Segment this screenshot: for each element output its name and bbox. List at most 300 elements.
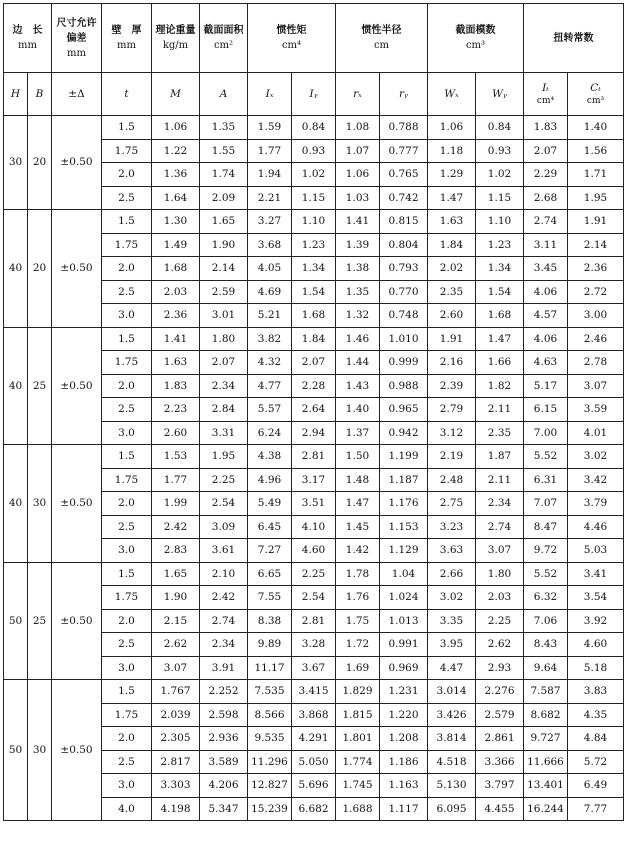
cell-Wx: 1.18 <box>428 139 476 163</box>
cell-M: 1.30 <box>152 210 200 234</box>
cell-A: 2.07 <box>200 351 248 375</box>
cell-M: 2.305 <box>152 727 200 751</box>
cell-Ix: 1.77 <box>248 139 292 163</box>
cell-It: 4.06 <box>524 280 568 304</box>
cell-rx: 1.43 <box>336 374 380 398</box>
side-length-unit: mm <box>18 40 37 51</box>
cell-ry: 1.013 <box>380 609 428 633</box>
symbol-rx: rₓ <box>336 73 380 116</box>
cell-Ix: 2.21 <box>248 186 292 210</box>
cell-It: 13.401 <box>524 774 568 798</box>
cell-A: 2.42 <box>200 586 248 610</box>
cell-rx: 1.39 <box>336 233 380 257</box>
cell-Wx: 5.130 <box>428 774 476 798</box>
cell-It: 9.727 <box>524 727 568 751</box>
cell-Ct: 1.40 <box>568 116 624 140</box>
cell-A: 1.80 <box>200 327 248 351</box>
symbol-Ct: Cₜ <box>590 81 601 94</box>
cell-ry: 0.788 <box>380 116 428 140</box>
cell-Ct: 3.41 <box>568 562 624 586</box>
cell-Ct: 4.46 <box>568 515 624 539</box>
radius-of-gyration-unit: cm <box>373 40 390 51</box>
cell-ry: 0.815 <box>380 210 428 234</box>
cell-It: 7.06 <box>524 609 568 633</box>
cell-rx: 1.08 <box>336 116 380 140</box>
cell-Iy: 2.28 <box>292 374 336 398</box>
cell-ry: 1.186 <box>380 750 428 774</box>
cell-rx: 1.50 <box>336 445 380 469</box>
cell-t: 1.5 <box>102 210 152 234</box>
symbol-It-unit: cm⁴ <box>536 96 555 107</box>
symbol-Iy: Iᵧ <box>292 73 336 116</box>
cell-tolerance: ±0.50 <box>52 327 102 445</box>
symbol-t: t <box>102 73 152 116</box>
cell-Iy: 4.291 <box>292 727 336 751</box>
cell-Wx: 1.84 <box>428 233 476 257</box>
cell-rx: 1.688 <box>336 797 380 821</box>
cell-t: 4.0 <box>102 797 152 821</box>
cell-M: 3.07 <box>152 656 200 680</box>
cell-Iy: 3.868 <box>292 703 336 727</box>
cell-t: 1.5 <box>102 116 152 140</box>
cell-Ct: 7.77 <box>568 797 624 821</box>
tolerance-label: 尺寸允许偏差 <box>56 17 97 44</box>
cell-Wy: 3.07 <box>476 539 524 563</box>
cell-It: 2.74 <box>524 210 568 234</box>
cell-H: 30 <box>4 116 28 210</box>
cell-t: 3.0 <box>102 774 152 798</box>
cell-B: 30 <box>28 680 52 821</box>
symbol-It-cell <box>524 73 568 116</box>
cell-Ct: 3.79 <box>568 492 624 516</box>
cell-ry: 1.153 <box>380 515 428 539</box>
cell-A: 5.347 <box>200 797 248 821</box>
cell-Wx: 3.23 <box>428 515 476 539</box>
cell-A: 3.09 <box>200 515 248 539</box>
section-modulus-unit: cm³ <box>465 40 486 51</box>
cell-t: 2.5 <box>102 280 152 304</box>
moment-of-inertia-header <box>248 4 336 73</box>
wall-thickness-header <box>102 4 152 73</box>
cell-A: 2.59 <box>200 280 248 304</box>
cell-Wx: 2.66 <box>428 562 476 586</box>
cell-tolerance: ±0.50 <box>52 445 102 563</box>
cell-It: 9.72 <box>524 539 568 563</box>
cell-A: 2.34 <box>200 633 248 657</box>
cell-A: 1.74 <box>200 163 248 187</box>
cell-rx: 1.78 <box>336 562 380 586</box>
cell-It: 8.43 <box>524 633 568 657</box>
theoretical-weight-unit: kg/m <box>162 40 189 51</box>
cell-ry: 0.770 <box>380 280 428 304</box>
cell-rx: 1.72 <box>336 633 380 657</box>
cell-Ct: 4.35 <box>568 703 624 727</box>
cell-t: 1.75 <box>102 586 152 610</box>
theoretical-weight-label: 理论重量 <box>155 25 196 36</box>
cell-Ct: 3.54 <box>568 586 624 610</box>
table-row <box>4 445 624 469</box>
cell-Ix: 8.566 <box>248 703 292 727</box>
cell-Wy: 0.93 <box>476 139 524 163</box>
cell-M: 2.83 <box>152 539 200 563</box>
cell-Wy: 2.62 <box>476 633 524 657</box>
cell-A: 1.35 <box>200 116 248 140</box>
symbol-M: M <box>152 73 200 116</box>
cell-t: 2.5 <box>102 186 152 210</box>
cell-ry: 1.199 <box>380 445 428 469</box>
cell-Iy: 2.54 <box>292 586 336 610</box>
cell-M: 1.49 <box>152 233 200 257</box>
cell-ry: 0.748 <box>380 304 428 328</box>
cell-Wy: 2.861 <box>476 727 524 751</box>
cell-A: 1.55 <box>200 139 248 163</box>
cell-It: 3.11 <box>524 233 568 257</box>
cell-Ix: 4.69 <box>248 280 292 304</box>
cell-Wy: 1.15 <box>476 186 524 210</box>
cell-B: 30 <box>28 445 52 563</box>
cell-M: 1.77 <box>152 468 200 492</box>
cell-A: 2.598 <box>200 703 248 727</box>
cell-Ix: 9.535 <box>248 727 292 751</box>
cell-Iy: 1.23 <box>292 233 336 257</box>
wall-thickness-label: 壁 厚 <box>111 25 142 36</box>
cell-It: 6.31 <box>524 468 568 492</box>
cell-Iy: 1.10 <box>292 210 336 234</box>
cell-Ix: 12.827 <box>248 774 292 798</box>
cell-t: 1.75 <box>102 468 152 492</box>
cell-M: 3.303 <box>152 774 200 798</box>
cell-t: 2.5 <box>102 750 152 774</box>
cell-Iy: 2.94 <box>292 421 336 445</box>
cell-Wy: 2.35 <box>476 421 524 445</box>
cell-Wy: 1.54 <box>476 280 524 304</box>
tolerance-header <box>52 4 102 73</box>
cell-Ct: 3.00 <box>568 304 624 328</box>
cell-M: 2.42 <box>152 515 200 539</box>
cell-Ix: 5.57 <box>248 398 292 422</box>
cell-A: 1.90 <box>200 233 248 257</box>
cell-Wy: 1.82 <box>476 374 524 398</box>
cell-Iy: 2.64 <box>292 398 336 422</box>
cell-Ix: 4.96 <box>248 468 292 492</box>
cell-Wy: 2.25 <box>476 609 524 633</box>
cell-It: 7.07 <box>524 492 568 516</box>
cell-Wy: 2.03 <box>476 586 524 610</box>
cell-Wx: 2.19 <box>428 445 476 469</box>
cell-rx: 1.48 <box>336 468 380 492</box>
radius-of-gyration-header <box>336 4 428 73</box>
cell-ry: 1.024 <box>380 586 428 610</box>
cell-M: 2.60 <box>152 421 200 445</box>
table-header <box>4 4 624 116</box>
cell-ry: 1.231 <box>380 680 428 704</box>
cell-Ix: 9.89 <box>248 633 292 657</box>
cell-t: 3.0 <box>102 304 152 328</box>
cell-Ct: 3.83 <box>568 680 624 704</box>
symbol-H: H <box>4 73 28 116</box>
cell-Wy: 1.80 <box>476 562 524 586</box>
cell-Ct: 5.72 <box>568 750 624 774</box>
cell-tolerance: ±0.50 <box>52 680 102 821</box>
cell-Ix: 5.49 <box>248 492 292 516</box>
side-length-header <box>4 4 52 73</box>
cell-Wx: 1.06 <box>428 116 476 140</box>
cell-M: 2.23 <box>152 398 200 422</box>
cell-Wx: 2.48 <box>428 468 476 492</box>
cell-t: 2.0 <box>102 163 152 187</box>
cell-Iy: 2.07 <box>292 351 336 375</box>
cell-It: 7.00 <box>524 421 568 445</box>
cell-Wx: 4.47 <box>428 656 476 680</box>
symbol-B: B <box>28 73 52 116</box>
cell-t: 2.0 <box>102 492 152 516</box>
cell-H: 50 <box>4 562 28 680</box>
cell-A: 3.61 <box>200 539 248 563</box>
cell-It: 8.682 <box>524 703 568 727</box>
table-row <box>4 210 624 234</box>
cell-Iy: 1.68 <box>292 304 336 328</box>
cell-Wx: 3.814 <box>428 727 476 751</box>
cell-M: 1.90 <box>152 586 200 610</box>
cell-Ct: 2.36 <box>568 257 624 281</box>
cell-t: 3.0 <box>102 539 152 563</box>
cell-rx: 1.815 <box>336 703 380 727</box>
cell-Wy: 3.366 <box>476 750 524 774</box>
cell-Wx: 3.95 <box>428 633 476 657</box>
cell-Wx: 3.014 <box>428 680 476 704</box>
cell-Iy: 3.415 <box>292 680 336 704</box>
cell-Ct: 2.72 <box>568 280 624 304</box>
cell-Wx: 3.02 <box>428 586 476 610</box>
cell-Wy: 2.276 <box>476 680 524 704</box>
cell-M: 1.22 <box>152 139 200 163</box>
cell-Wx: 1.91 <box>428 327 476 351</box>
cell-Iy: 4.10 <box>292 515 336 539</box>
cell-Iy: 1.54 <box>292 280 336 304</box>
cell-A: 4.206 <box>200 774 248 798</box>
cell-t: 1.75 <box>102 351 152 375</box>
cell-Wx: 2.16 <box>428 351 476 375</box>
cell-Ct: 4.01 <box>568 421 624 445</box>
cell-Wx: 2.02 <box>428 257 476 281</box>
cell-Iy: 3.67 <box>292 656 336 680</box>
cell-Ct: 3.42 <box>568 468 624 492</box>
cell-H: 50 <box>4 680 28 821</box>
cell-M: 1.36 <box>152 163 200 187</box>
cell-ry: 0.969 <box>380 656 428 680</box>
moment-of-inertia-label: 惯性矩 <box>276 25 307 36</box>
cell-Ix: 3.82 <box>248 327 292 351</box>
cell-ry: 1.010 <box>380 327 428 351</box>
cell-Iy: 0.84 <box>292 116 336 140</box>
cell-Wx: 2.75 <box>428 492 476 516</box>
cell-H: 40 <box>4 210 28 328</box>
cell-Ix: 5.21 <box>248 304 292 328</box>
cell-ry: 0.804 <box>380 233 428 257</box>
cell-Wy: 4.455 <box>476 797 524 821</box>
cell-ry: 1.04 <box>380 562 428 586</box>
cell-Iy: 3.28 <box>292 633 336 657</box>
cell-Ix: 1.59 <box>248 116 292 140</box>
cell-ry: 1.187 <box>380 468 428 492</box>
cell-ry: 0.988 <box>380 374 428 398</box>
cell-It: 4.57 <box>524 304 568 328</box>
cell-Wy: 0.84 <box>476 116 524 140</box>
cell-M: 2.817 <box>152 750 200 774</box>
cell-Wy: 1.47 <box>476 327 524 351</box>
cell-Iy: 5.696 <box>292 774 336 798</box>
cell-A: 2.09 <box>200 186 248 210</box>
section-area-unit: cm² <box>213 40 234 51</box>
cell-Iy: 1.02 <box>292 163 336 187</box>
cell-Ix: 7.55 <box>248 586 292 610</box>
cell-A: 2.54 <box>200 492 248 516</box>
cell-Wy: 1.23 <box>476 233 524 257</box>
cell-rx: 1.45 <box>336 515 380 539</box>
cell-t: 1.5 <box>102 327 152 351</box>
cell-Ct: 4.84 <box>568 727 624 751</box>
cell-Wx: 2.79 <box>428 398 476 422</box>
symbol-It: Iₜ <box>542 81 549 94</box>
cell-Ct: 5.03 <box>568 539 624 563</box>
symbol-tolerance: ±Δ <box>52 73 102 116</box>
cell-It: 7.587 <box>524 680 568 704</box>
cell-ry: 0.793 <box>380 257 428 281</box>
cell-A: 2.74 <box>200 609 248 633</box>
cell-It: 4.63 <box>524 351 568 375</box>
section-area-label: 截面面积 <box>203 25 244 36</box>
cell-Wy: 1.10 <box>476 210 524 234</box>
cell-It: 5.17 <box>524 374 568 398</box>
cell-It: 6.15 <box>524 398 568 422</box>
cell-Wx: 4.518 <box>428 750 476 774</box>
cell-A: 2.25 <box>200 468 248 492</box>
cell-ry: 1.163 <box>380 774 428 798</box>
cell-It: 2.68 <box>524 186 568 210</box>
table-row <box>4 116 624 140</box>
header-row-labels <box>4 4 624 73</box>
cell-A: 3.589 <box>200 750 248 774</box>
cell-t: 1.5 <box>102 680 152 704</box>
cell-B: 25 <box>28 562 52 680</box>
symbol-Wy: Wᵧ <box>476 73 524 116</box>
symbol-A: A <box>200 73 248 116</box>
cell-Wy: 2.11 <box>476 398 524 422</box>
cell-Ct: 3.59 <box>568 398 624 422</box>
cell-Iy: 3.17 <box>292 468 336 492</box>
cell-ry: 0.942 <box>380 421 428 445</box>
cell-It: 16.244 <box>524 797 568 821</box>
cell-Wx: 1.63 <box>428 210 476 234</box>
moment-of-inertia-unit: cm⁴ <box>281 40 302 51</box>
cell-It: 2.29 <box>524 163 568 187</box>
cell-M: 1.68 <box>152 257 200 281</box>
cell-Ct: 3.07 <box>568 374 624 398</box>
cell-M: 1.53 <box>152 445 200 469</box>
cell-Ix: 7.535 <box>248 680 292 704</box>
cell-Ix: 7.27 <box>248 539 292 563</box>
tolerance-unit: mm <box>67 47 86 59</box>
cell-rx: 1.37 <box>336 421 380 445</box>
cell-ry: 1.176 <box>380 492 428 516</box>
cell-ry: 0.765 <box>380 163 428 187</box>
cell-rx: 1.829 <box>336 680 380 704</box>
cell-ry: 0.999 <box>380 351 428 375</box>
cell-ry: 0.991 <box>380 633 428 657</box>
cell-A: 1.65 <box>200 210 248 234</box>
cell-B: 20 <box>28 210 52 328</box>
cell-t: 2.0 <box>102 727 152 751</box>
cell-t: 2.0 <box>102 374 152 398</box>
cell-ry: 1.117 <box>380 797 428 821</box>
cell-rx: 1.41 <box>336 210 380 234</box>
cell-Ix: 6.45 <box>248 515 292 539</box>
cell-t: 1.75 <box>102 233 152 257</box>
cell-Ix: 3.68 <box>248 233 292 257</box>
cell-M: 2.15 <box>152 609 200 633</box>
steel-section-table-sheet <box>3 3 624 821</box>
cell-Wx: 3.63 <box>428 539 476 563</box>
cell-A: 2.34 <box>200 374 248 398</box>
cell-t: 1.75 <box>102 139 152 163</box>
cell-rx: 1.44 <box>336 351 380 375</box>
cell-Ix: 11.17 <box>248 656 292 680</box>
symbol-Ct-cell <box>568 73 624 116</box>
cell-Iy: 3.51 <box>292 492 336 516</box>
cell-A: 1.95 <box>200 445 248 469</box>
cell-rx: 1.07 <box>336 139 380 163</box>
cell-rx: 1.40 <box>336 398 380 422</box>
cell-Ct: 6.49 <box>568 774 624 798</box>
cell-Wy: 2.93 <box>476 656 524 680</box>
cell-M: 2.039 <box>152 703 200 727</box>
cell-M: 1.63 <box>152 351 200 375</box>
side-length-label: 边 长 <box>12 25 43 36</box>
cell-A: 2.936 <box>200 727 248 751</box>
cell-Ct: 5.18 <box>568 656 624 680</box>
cell-rx: 1.774 <box>336 750 380 774</box>
cell-A: 2.84 <box>200 398 248 422</box>
cell-Wx: 3.35 <box>428 609 476 633</box>
cell-t: 1.5 <box>102 445 152 469</box>
cell-rx: 1.75 <box>336 609 380 633</box>
table-row <box>4 680 624 704</box>
cell-Ct: 4.60 <box>568 633 624 657</box>
cell-It: 8.47 <box>524 515 568 539</box>
theoretical-weight-header <box>152 4 200 73</box>
cell-Ix: 1.94 <box>248 163 292 187</box>
cell-M: 1.65 <box>152 562 200 586</box>
cell-rx: 1.06 <box>336 163 380 187</box>
cell-Ix: 6.24 <box>248 421 292 445</box>
cell-Ct: 2.78 <box>568 351 624 375</box>
cell-Iy: 6.682 <box>292 797 336 821</box>
symbol-Wx: Wₓ <box>428 73 476 116</box>
cell-Iy: 1.15 <box>292 186 336 210</box>
wall-thickness-unit: mm <box>117 40 136 51</box>
cell-t: 2.0 <box>102 257 152 281</box>
cell-Wx: 2.60 <box>428 304 476 328</box>
cell-Ct: 1.95 <box>568 186 624 210</box>
cell-tolerance: ±0.50 <box>52 210 102 328</box>
cell-tolerance: ±0.50 <box>52 562 102 680</box>
header-row-symbols <box>4 73 624 116</box>
cell-Wy: 3.797 <box>476 774 524 798</box>
section-modulus-label: 截面模数 <box>455 25 496 36</box>
cell-Iy: 5.050 <box>292 750 336 774</box>
cell-It: 11.666 <box>524 750 568 774</box>
cell-It: 6.32 <box>524 586 568 610</box>
